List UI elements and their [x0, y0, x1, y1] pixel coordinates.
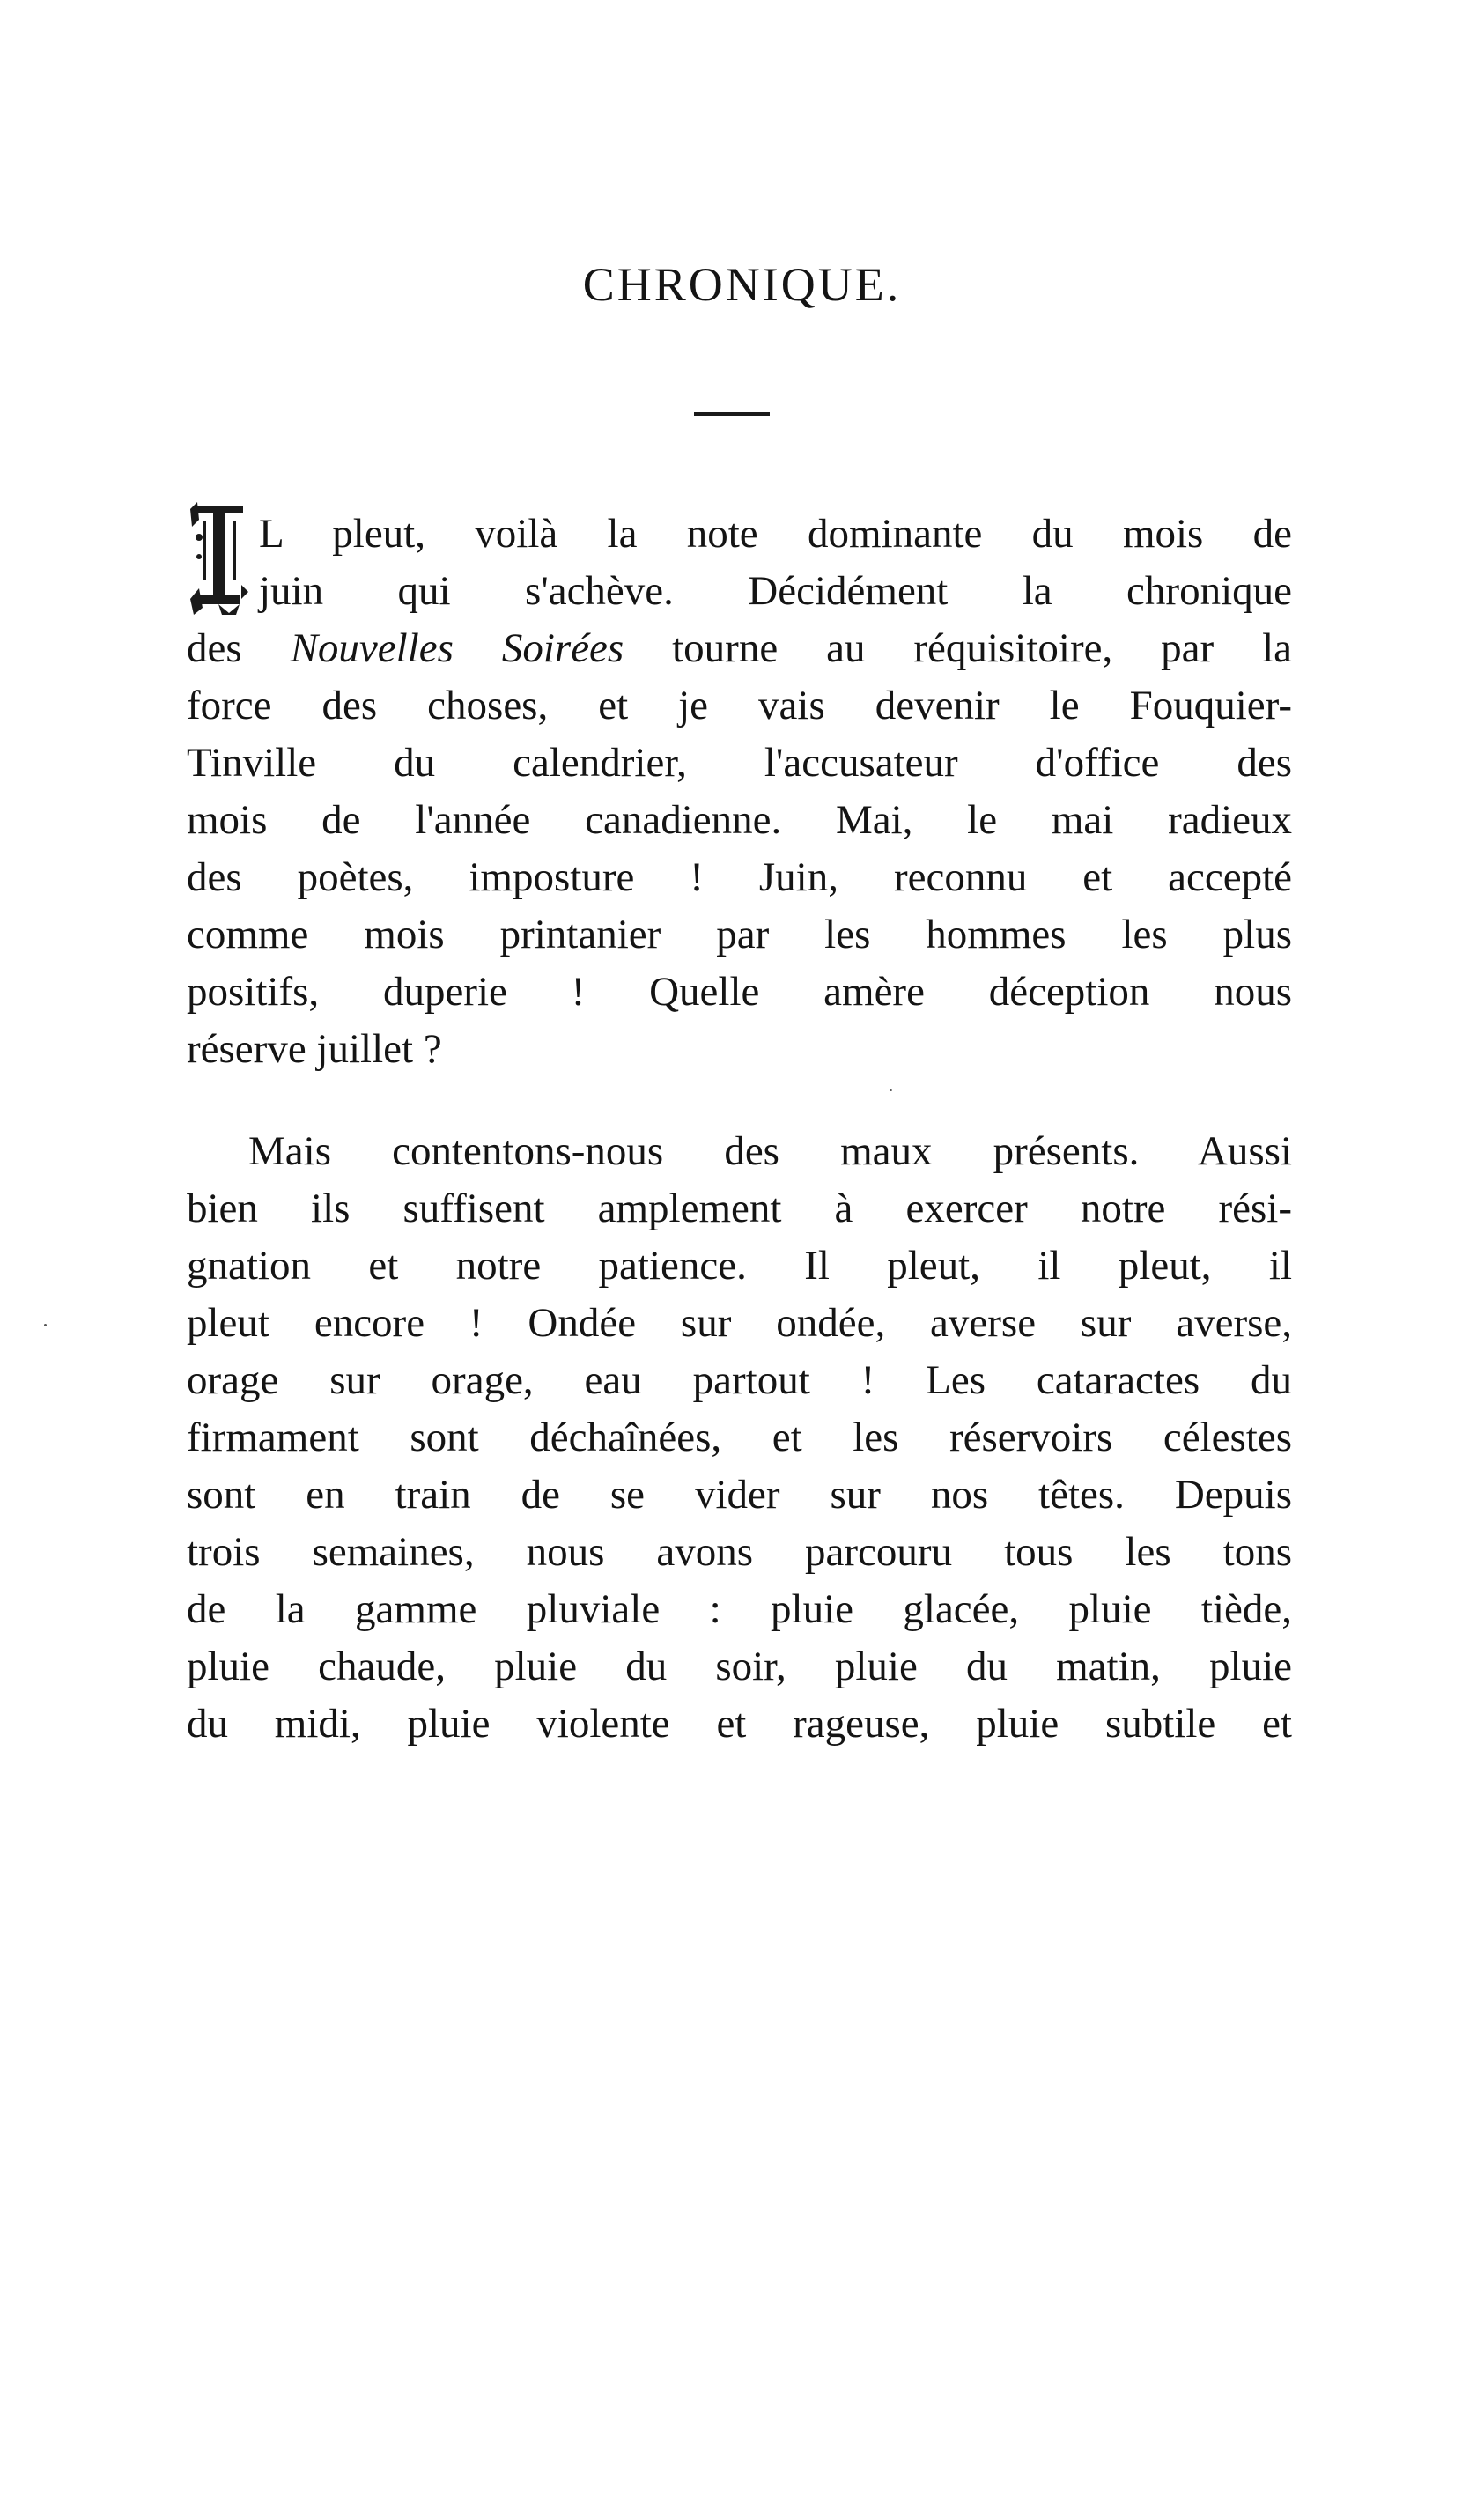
paragraph-line: positifs, duperie ! Quelle amère déception nous: [187, 969, 1292, 1015]
paragraph-line: Mais contentons-nous des maux présents. Aussi: [248, 1128, 1292, 1174]
paragraph-line: pleut encore ! Ondée sur ondée, averse sur averse,: [187, 1300, 1292, 1346]
paragraph-line: sont en train de se vider sur nos têtes. Depuis: [187, 1472, 1292, 1518]
paragraph-line: orage sur orage, eau partout ! Les cataractes du: [187, 1357, 1292, 1403]
paragraph-line: de la gamme pluviale : pluie glacée, pluie tiède,: [187, 1586, 1292, 1632]
title-divider: [694, 412, 770, 416]
paragraph-line: gnation et notre patience. Il pleut, il pleut, il: [187, 1243, 1292, 1289]
paragraph-line: juin qui s'achève. Décidément la chronique: [259, 568, 1292, 614]
paragraph-1: [187, 506, 1292, 1078]
paragraph-2: [187, 1123, 1292, 1753]
paragraph-line: L pleut, voilà la note dominante du mois de: [259, 511, 1292, 557]
paragraph-line: trois semaines, nous avons parcouru tous les tons: [187, 1529, 1292, 1575]
scan-speck: [44, 1324, 47, 1326]
paragraph-line: firmament sont déchaînées, et les réservoirs célestes: [187, 1415, 1292, 1460]
scan-speck: [890, 1089, 892, 1091]
paragraph-line: comme mois printanier par les hommes les plus: [187, 912, 1292, 957]
paragraph-line: pluie chaude, pluie du soir, pluie du matin, pluie: [187, 1644, 1292, 1689]
paragraph-line: [187, 620, 1292, 677]
paragraph-line: mois de l'année canadienne. Mai, le mai radieux: [187, 797, 1292, 843]
journal-title: Nouvelles Soirées: [290, 625, 624, 671]
text-run: tourne au réquisitoire, par la: [624, 625, 1292, 671]
paragraph-line: réserve juillet ?: [187, 1026, 442, 1072]
text-run: des: [187, 625, 291, 671]
paragraph-line: Tinville du calendrier, l'accusateur d'office des: [187, 740, 1292, 786]
paragraph-line: des poètes, imposture ! Juin, reconnu et accepté: [187, 854, 1292, 900]
paragraph-line: force des choses, et je vais devenir le Fouquier-: [187, 683, 1292, 728]
page-title: CHRONIQUE.: [582, 258, 902, 311]
paragraph-line: du midi, pluie violente et rageuse, pluie subtile et: [187, 1701, 1292, 1747]
paragraph-line: bien ils suffisent amplement à exercer notre rési-: [187, 1186, 1292, 1231]
